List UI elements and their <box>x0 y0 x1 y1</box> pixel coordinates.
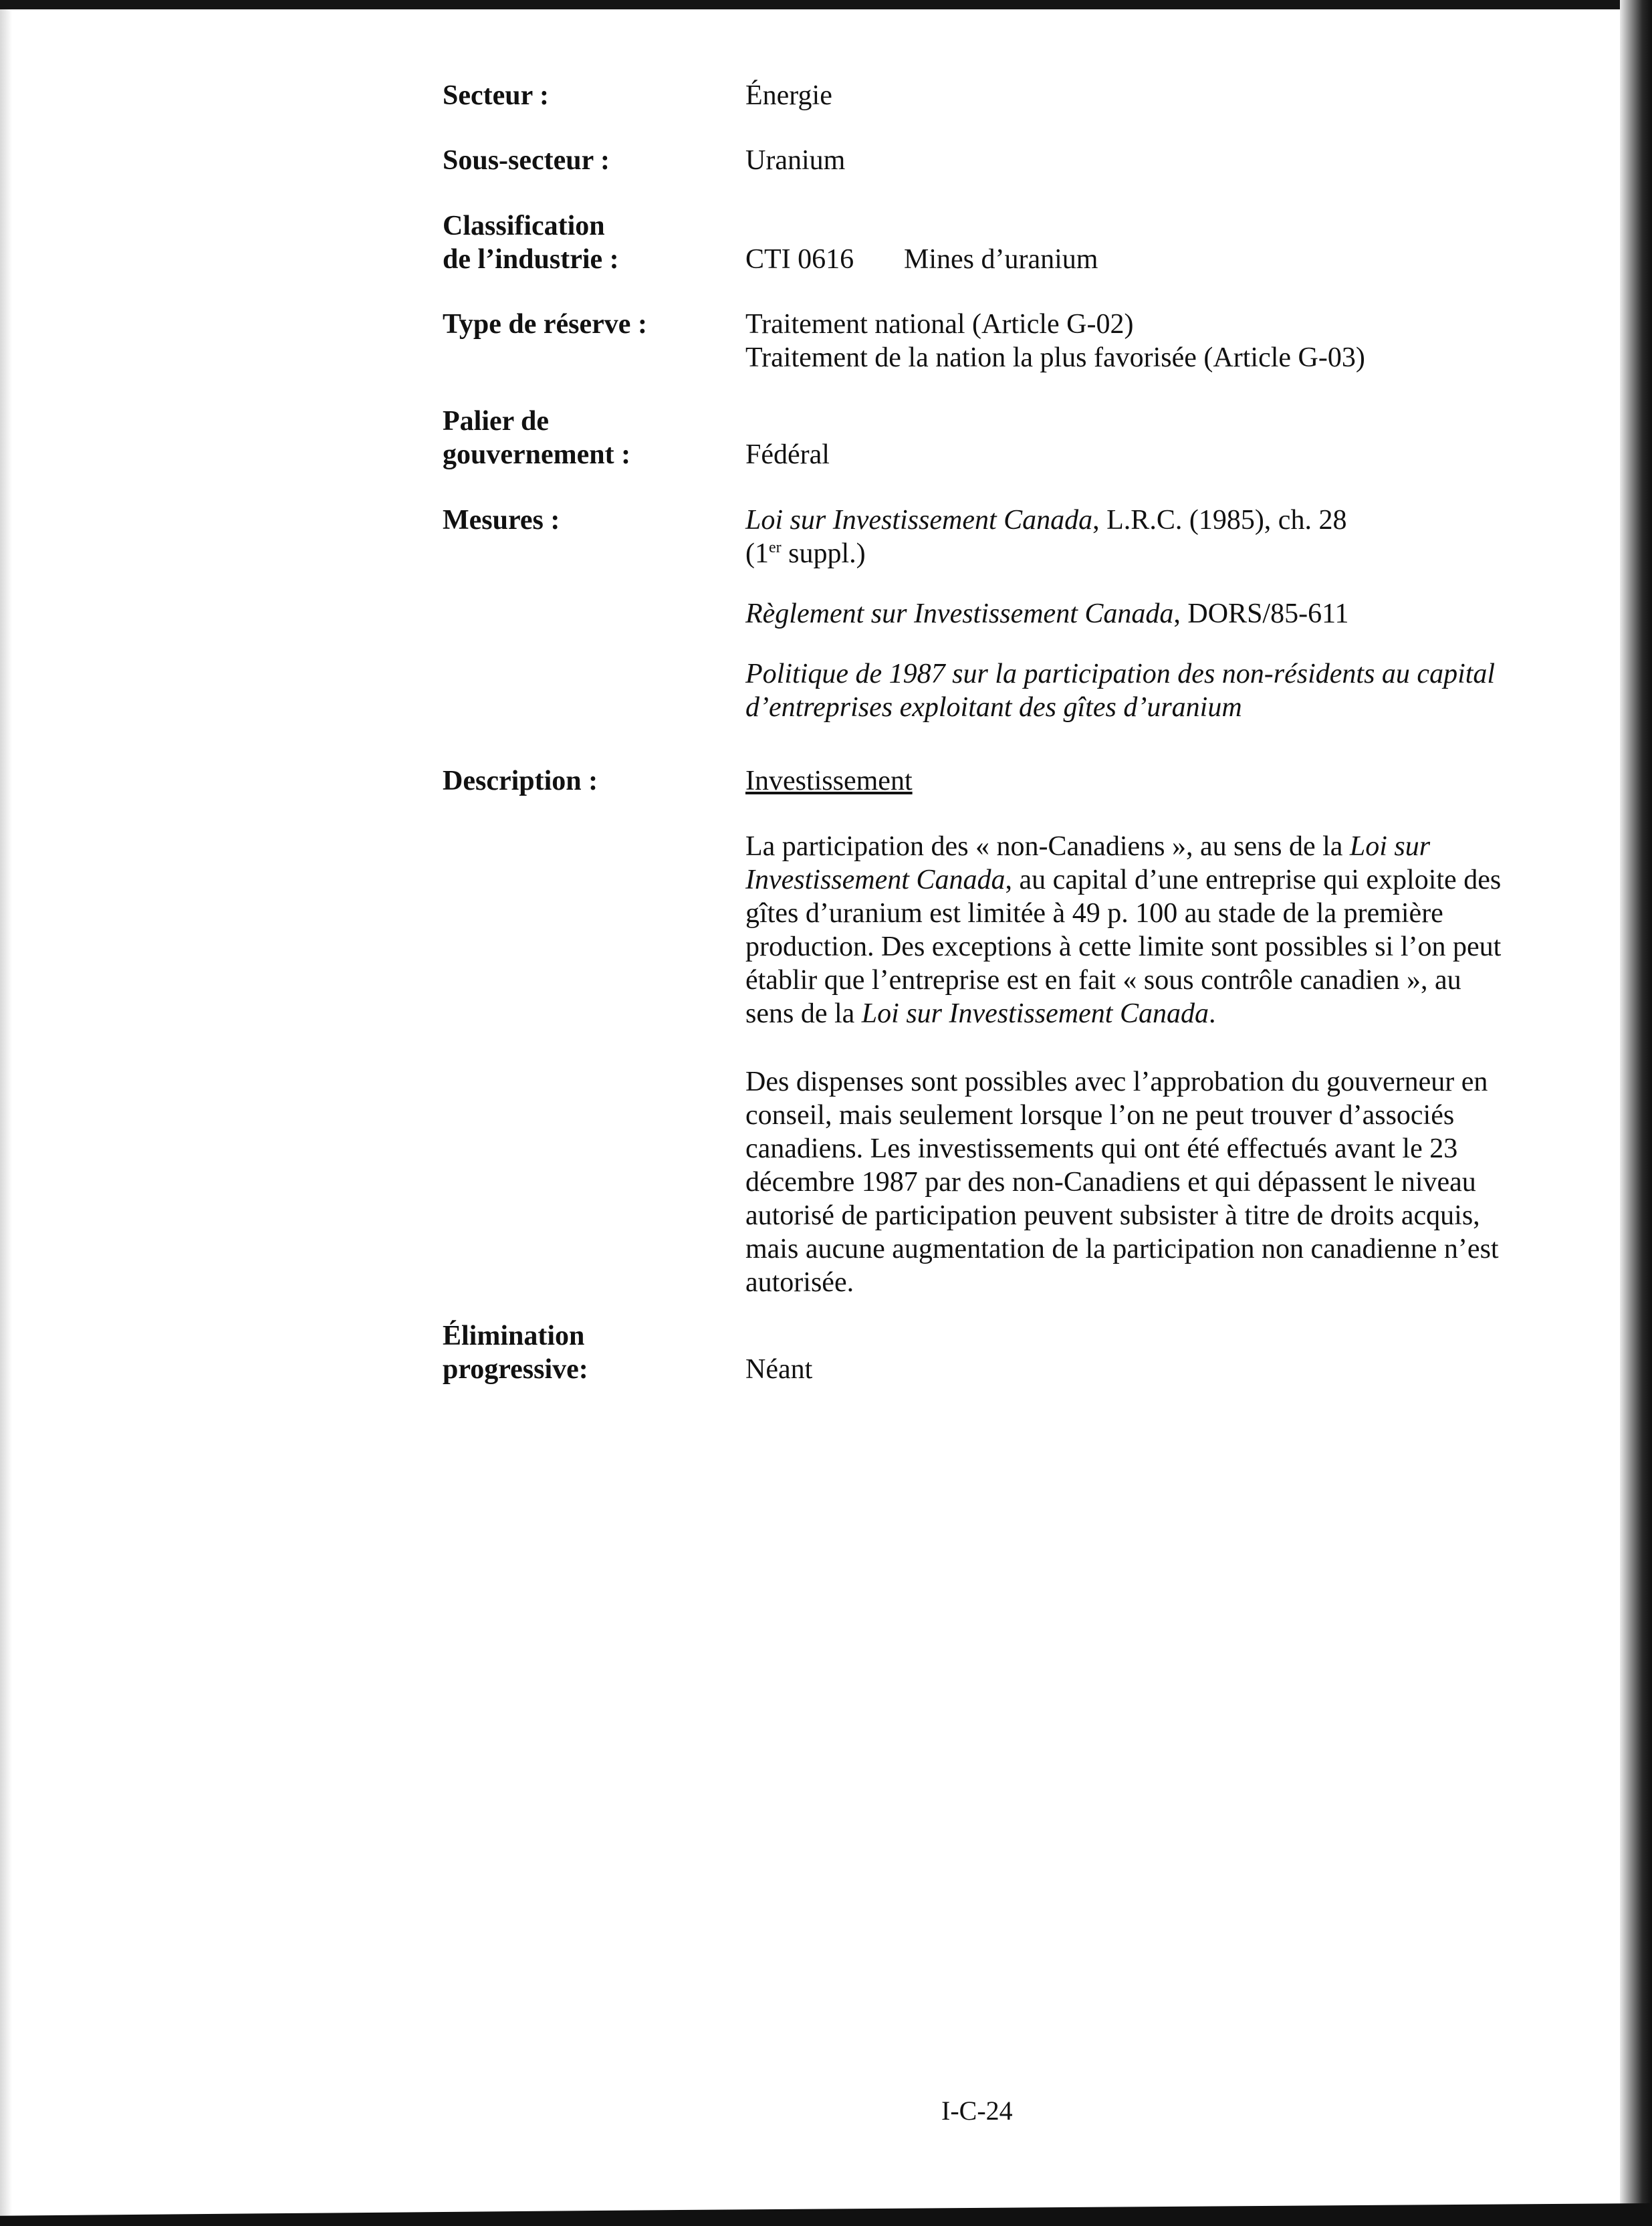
label-secteur: Secteur : <box>443 80 549 111</box>
value-sous-secteur: Uranium <box>745 145 846 176</box>
measure-1-supplement-sup: er <box>769 539 782 556</box>
industry-code: CTI 0616 <box>745 244 854 275</box>
value-classification <box>745 243 1508 276</box>
value-type-reserve <box>745 308 1508 374</box>
page-number: I-C-24 <box>941 2096 1013 2126</box>
measure-1-title: Loi sur Investissement Canada <box>745 505 1093 536</box>
p1-law-title-1: Loi sur Investissement Canada <box>745 831 1431 895</box>
measure-2 <box>745 597 1508 631</box>
measure-1-line2 <box>745 537 1508 570</box>
industry-name: Mines d’uranium <box>904 244 1098 275</box>
measure-1-rest: , L.R.C. (1985), ch. 28 <box>1092 505 1347 536</box>
p1-text-c: , au capital d’une entreprise qui exploite des gîtes d’uranium est limitée à 49 p. 100 au stade de la première production. Des exceptions à cette limite sont possibles si l’on peut établir que l’entreprise est en fait « sous contrôle canadien », au sens de la <box>745 865 1502 1029</box>
measure-1-supplement-pre: (1 <box>745 538 769 569</box>
measure-1-supplement-post: suppl.) <box>781 538 866 569</box>
value-palier: Fédéral <box>745 439 830 470</box>
value-elimination: Néant <box>745 1354 813 1385</box>
measure-2-title: Règlement sur Investissement Canada <box>745 598 1174 629</box>
p1-text-a: La participation des « non-Canadiens », au sens de la <box>745 831 1350 862</box>
label-palier <box>443 405 710 471</box>
label-elimination-line2: progressive: <box>443 1354 588 1385</box>
label-classification <box>443 209 710 276</box>
value-secteur: Énergie <box>745 80 832 111</box>
label-classification-line2: de l’industrie : <box>443 244 619 275</box>
label-sous-secteur: Sous-secteur : <box>443 145 610 176</box>
label-palier-line1: Palier de <box>443 406 550 437</box>
label-elimination-line1: Élimination <box>443 1321 585 1351</box>
label-palier-line2: gouvernement : <box>443 439 631 470</box>
description-paragraph-1 <box>745 830 1508 1030</box>
measure-1 <box>745 504 1508 537</box>
p1-text-e: . <box>1208 998 1216 1029</box>
value-mesures <box>745 504 1508 724</box>
label-classification-line1: Classification <box>443 211 605 241</box>
label-elimination <box>443 1319 710 1386</box>
reserve-line-1: Traitement national (Article G-02) <box>745 309 1134 340</box>
description-heading: Investissement <box>745 766 913 796</box>
reserve-line-2: Traitement de la nation la plus favorisée (Article G-03) <box>745 342 1365 373</box>
label-type-reserve: Type de réserve : <box>443 309 647 340</box>
value-description <box>745 764 1508 1299</box>
label-description: Description : <box>443 766 598 796</box>
description-paragraph-2: Des dispenses sont possibles avec l’approbation du gouverneur en conseil, mais seulement lorsque l’on ne peut trouver d’associés canadiens. Les investissements qui ont été effectués avant le 23 décembre 1987 par des non-Canadiens et qui dépassent le niveau autorisé de participation peuvent subsister à titre de droits acquis, mais aucune augmentation de la participation non canadienne n’est autorisée. <box>745 1067 1499 1298</box>
measure-2-rest: , DORS/85-611 <box>1173 598 1349 629</box>
p1-law-title-2: Loi sur Investissement Canada <box>861 998 1209 1029</box>
measure-3: Politique de 1987 sur la participation des non-résidents au capital d’entreprises exploitant des gîtes d’uranium <box>745 659 1496 723</box>
label-mesures: Mesures : <box>443 505 560 536</box>
